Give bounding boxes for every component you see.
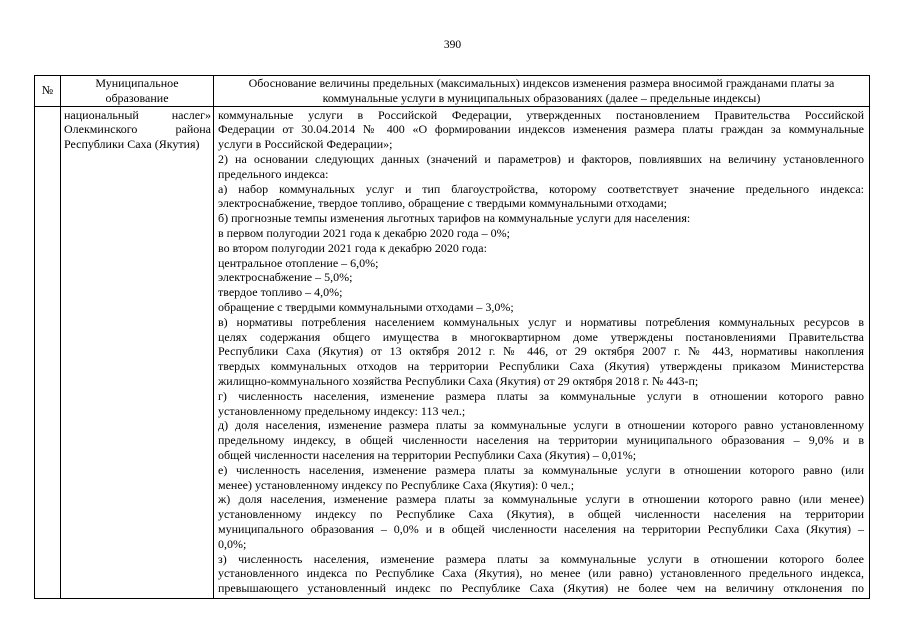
- justification-line: центральное отопление – 6,0%;: [218, 255, 379, 270]
- justification-line: б) прогнозные темпы изменения льготных тарифов на коммунальные услуги для населения:: [218, 211, 691, 226]
- paragraph: [218, 182, 864, 212]
- paragraph: [218, 300, 864, 315]
- table-body: [35, 106, 870, 598]
- paragraph: [218, 315, 864, 389]
- municipality-cell: [61, 106, 214, 598]
- paragraph: [218, 285, 864, 300]
- justification-line: муниципального образования – 0,0% и в общей численности населения на территории Республики Саха (Якутия) –: [218, 521, 864, 536]
- header-num-label: №: [41, 83, 54, 98]
- justification-line: твердое топливо – 4,0%;: [218, 285, 343, 300]
- header-municipality-line: образование: [105, 90, 169, 105]
- justification-line: коммунальные услуги в Российской Федерации, утвержденных постановлением Правительства Российской: [218, 107, 864, 122]
- justification-line: электроснабжение – 5,0%;: [218, 270, 353, 285]
- justification-line: з) численность населения, изменение размера платы за коммунальные услуги в отношении которого более: [218, 551, 864, 566]
- justification-line: предельного индекса:: [218, 166, 329, 181]
- justification-cell: [214, 106, 870, 598]
- justification-line: жилищно-коммунального хозяйства Республики Саха (Якутия) от 29 октября 2018 г. № 443-п;: [218, 373, 699, 388]
- row-num: [35, 107, 60, 597]
- justification-line: превышающего установленный индекс по Республике Саха (Якутия) не более чем на величину отклонения по: [218, 581, 864, 596]
- header-justification: [214, 76, 870, 107]
- page-number: 390: [443, 39, 462, 51]
- header-municipality-line: Муниципальное: [95, 76, 179, 90]
- paragraph: [218, 270, 864, 285]
- justification-line: е) численность населения, изменение размера платы за коммунальные услуги в отношении которого равно (или: [218, 462, 864, 477]
- justification-line: г) численность населения, изменение размера платы за коммунальные услуги в отношении которого равно: [218, 388, 864, 403]
- justification-line: 0,0%;: [218, 536, 247, 551]
- header-justification-line: Обоснование величины предельных (максимальных) индексов изменения размера вносимой гражданами платы за: [248, 76, 835, 90]
- paragraph: [218, 211, 864, 226]
- justification-line: установленному индексу по Республике Саха (Якутия), в общей численности населения на территории: [218, 507, 864, 522]
- justification-line: целях содержания общего имущества в многоквартирном доме утверждены постановлениями Правительства: [218, 329, 864, 344]
- justification-line: во втором полугодии 2021 года к декабрю 2020 года:: [218, 240, 487, 255]
- justification-line: электроснабжение, твердое топливо, обращение с твердыми коммунальными отходами;: [218, 196, 667, 211]
- row-num-cell: [35, 106, 61, 598]
- table-row: [35, 106, 870, 598]
- header-num: [35, 76, 61, 107]
- justification-line: обращение с твердыми коммунальными отходами – 3,0%;: [218, 299, 514, 314]
- paragraph: [218, 241, 864, 256]
- justification-line: в первом полугодии 2021 года к декабрю 2020 года – 0%;: [218, 225, 510, 240]
- justification-line: общей численности населения на территории Республики Саха (Якутия) – 0,01%;: [218, 447, 637, 462]
- paragraph: [218, 108, 864, 152]
- table-header-row: [35, 76, 870, 107]
- justification-line: предельному индексу, в общей численности населения на территории муниципального образования – 9,0% и в: [218, 433, 864, 448]
- paragraph: [218, 152, 864, 182]
- justification-line: д) доля населения, изменение размера платы за коммунальные услуги в отношении которого равно установленному: [218, 418, 864, 433]
- paragraph: [218, 226, 864, 241]
- justification-line: Республики Саха (Якутия) от 13 октября 2012 г. № 446, от 29 октября 2007 г. № 443, нормативы накопления: [218, 344, 864, 359]
- municipality-line: национальный наслег»: [64, 107, 211, 122]
- justification-line: установленного индекса по Республике Саха (Якутия), но менее (или равно) установленного предельного индекса,: [218, 566, 864, 581]
- paragraph: [218, 492, 864, 551]
- justification-line: твердых коммунальных отходов на территории Республики Саха (Якутия) утверждены приказом Министерства: [218, 359, 864, 374]
- justification-line: в) нормативы потребления населением коммунальных услуг и нормативы потребления коммунальных ресурсов в: [218, 314, 864, 329]
- paragraph: [218, 256, 864, 271]
- header-municipality: [61, 76, 214, 107]
- justification-line: а) набор коммунальных услуг и тип благоустройства, которому соответствует значение предельного индекса:: [218, 181, 864, 196]
- paragraph: [218, 463, 864, 493]
- justification-line: услуги в Российской Федерации»;: [218, 137, 393, 152]
- paragraph: [218, 552, 864, 596]
- paragraph: [218, 418, 864, 462]
- municipality-line: Республики Саха (Якутия): [64, 137, 200, 152]
- justification-line: установленному предельному индексу: 113 чел.;: [218, 403, 466, 418]
- municipality-line: Олекминского района: [64, 122, 211, 137]
- paragraph: [218, 389, 864, 419]
- justification-line: менее) установленному индексу по Республике Саха (Якутия): 0 чел.;: [218, 477, 575, 492]
- justification-line: ж) доля населения, изменение размера платы за коммунальные услуги в отношении которого равно (или менее): [218, 492, 864, 507]
- justification-line: Федерации от 30.04.2014 № 400 «О формировании индексов изменения размера платы граждан за коммунальные: [218, 122, 864, 137]
- indices-table: [34, 75, 870, 599]
- header-justification-line: коммунальные услуги в муниципальных образованиях (далее – предельные индексы): [322, 90, 761, 105]
- justification-line: 2) на основании следующих данных (значений и параметров) и факторов, повлиявших на величину установленного: [218, 151, 864, 166]
